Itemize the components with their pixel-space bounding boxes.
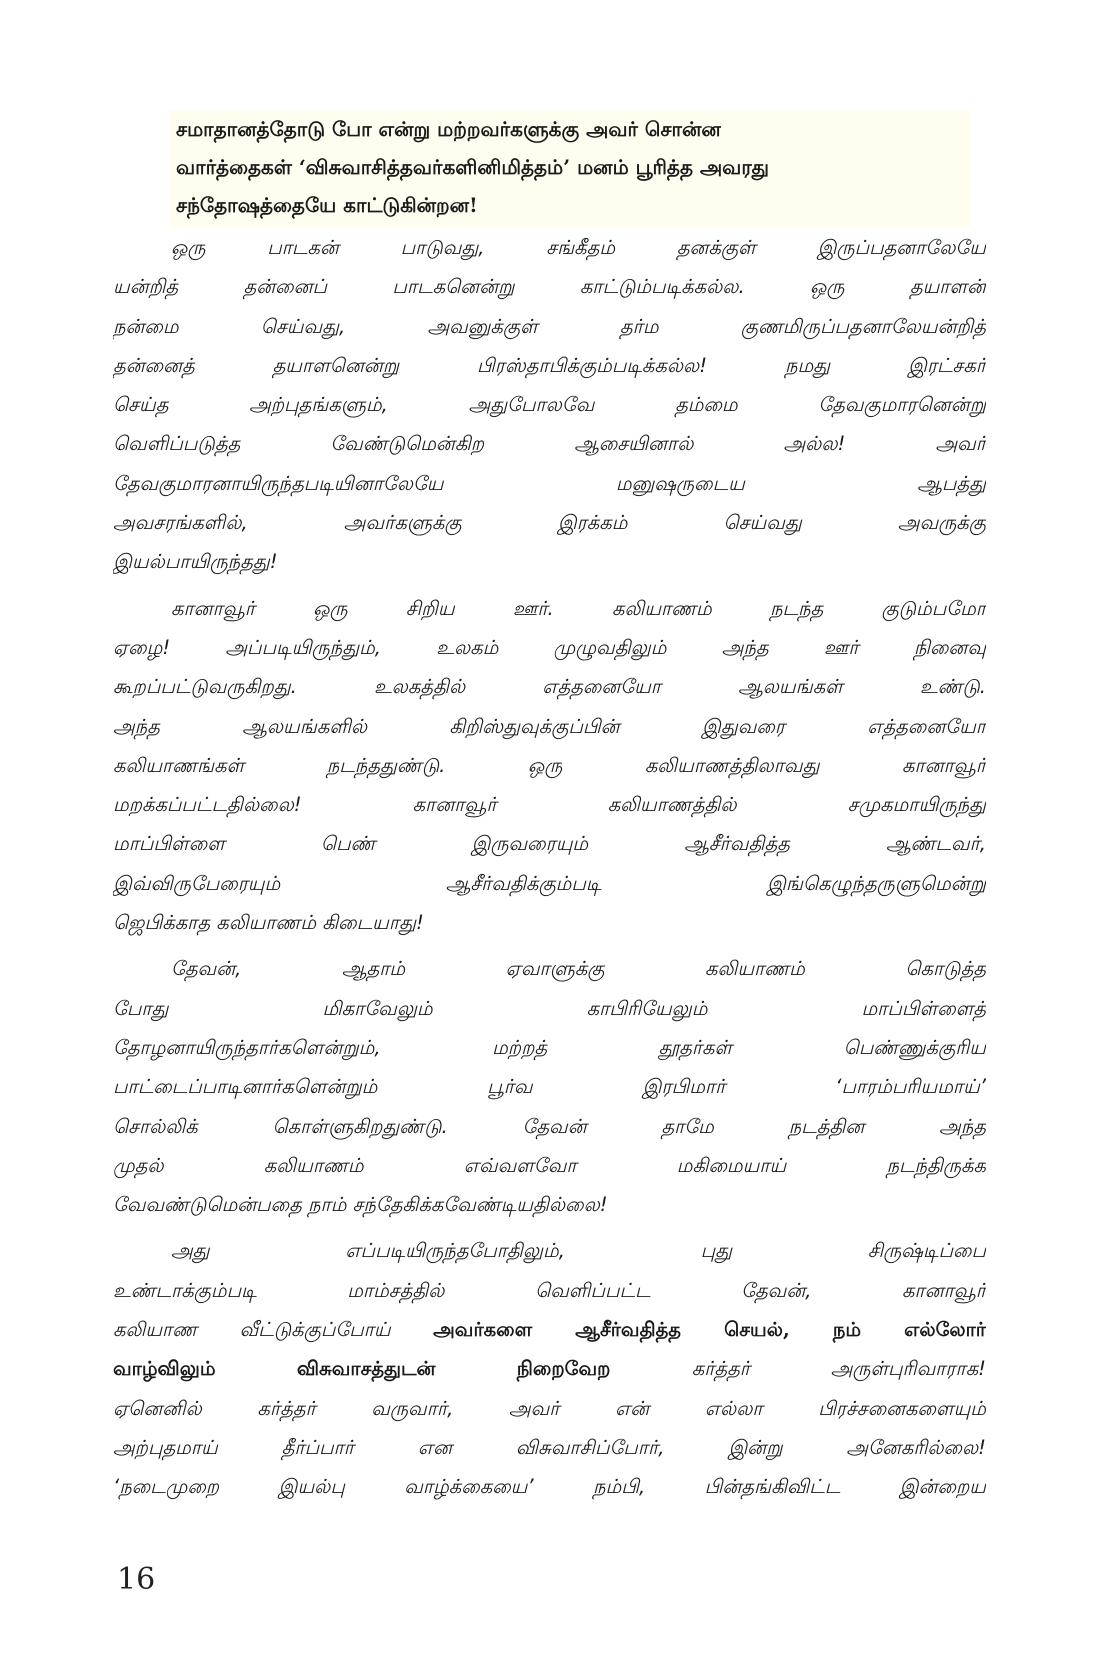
- text-line: உண்டாக்கும்படி மாம்சத்தில் வெளிப்பட்ட தேவன், கானாவூர்: [113, 1278, 986, 1302]
- text-line: போது மிகாவேலும் காபிரியேலும் மாப்பிள்ளைத்: [113, 996, 986, 1020]
- text-line: தேவன், ஆதாம் ஏவாளுக்கு கலியாணம் கொடுத்த: [171, 957, 986, 981]
- text-line: ஒரு பாடகன் பாடுவது, சங்கீதம் தனக்குள் இருப்பதனாலேயே: [171, 236, 986, 259]
- text-normal: கர்த்தர் அருள்புரிவாராக!: [691, 1357, 986, 1381]
- text-line: அவசரங்களில், அவர்களுக்கு இரக்கம் செய்வது அவருக்கு: [113, 511, 986, 535]
- page-number: 16: [117, 1562, 156, 1597]
- paragraph-2: [113, 589, 986, 943]
- text-line: அந்த ஆலயங்களில் கிறிஸ்துவுக்குப்பின் இதுவரை எத்தனையோ: [113, 714, 986, 738]
- paragraph-3: [113, 949, 986, 1224]
- highlight-line: வார்த்தைகள் ‘விசுவாசித்தவர்களினிமித்தம்’ மனம் பூரித்த அவரது: [176, 155, 769, 179]
- text-line: அது எப்படியிருந்தபோதிலும், புது சிருஷ்டிப்பை: [171, 1239, 986, 1263]
- text-line: அற்புதமாய் தீர்ப்பார் என விசுவாசிப்போர், இன்று அனேகரில்லை!: [113, 1435, 986, 1459]
- text-line: [113, 1349, 986, 1388]
- text-line: வெளிப்படுத்த வேண்டுமென்கிற ஆசையினால் அல்ல! அவர்: [113, 432, 986, 456]
- text-line: ‘நடைமுறை இயல்பு வாழ்க்கையை’ நம்பி, பின்தங்கிவிட்ட இன்றைய: [113, 1475, 986, 1499]
- highlight-line: சமாதானத்தோடு போ என்று மற்றவர்களுக்கு அவர் சொன்ன: [176, 117, 721, 141]
- highlighted-passage: [170, 110, 970, 228]
- text-line: ஏனெனில் கர்த்தர் வருவார், அவர் என் எல்லா பிரச்சனைகளையும்: [113, 1396, 986, 1420]
- text-line: மறக்கப்பட்டதில்லை! கானாவூர் கலியாணத்தில் சமுகமாயிருந்து: [113, 793, 986, 817]
- text-line: நன்மை செய்வது, அவனுக்குள் தர்ம குணமிருப்பதனாலேயன்றித்: [113, 314, 986, 338]
- text-line: யன்றித் தன்னைப் பாடகனென்று காட்டும்படிக்கல்ல. ஒரு தயாளன்: [113, 275, 986, 299]
- text-line: மாப்பிள்ளை பெண் இருவரையும் ஆசீர்வதித்த ஆண்டவர்,: [113, 832, 986, 856]
- highlight-line: சந்தோஷத்தையே காட்டுகின்றன!: [176, 186, 478, 224]
- text-normal: கலியாண வீட்டுக்குப்போய்: [113, 1318, 434, 1342]
- text-line: முதல் கலியாணம் எவ்வளவோ மகிமையாய் நடந்திருக்க: [113, 1153, 986, 1177]
- text-line: கானாவூர் ஒரு சிறிய ஊர். கலியாணம் நடந்த குடும்பமோ: [171, 596, 986, 620]
- text-bold: வாழ்விலும் விசுவாசத்துடன் நிறைவேற: [113, 1357, 692, 1381]
- text-line: பாட்டைப்பாடினார்களென்றும் பூர்வ இரபிமார் ‘பாரம்பரியமாய்’: [113, 1075, 986, 1099]
- text-line: [113, 1310, 986, 1349]
- text-line: இயல்பாயிருந்தது!: [113, 550, 278, 574]
- text-line: சொல்லிக் கொள்ளுகிறதுண்டு. தேவன் தாமே நடத்தின அந்த: [113, 1114, 986, 1138]
- text-line: தேவகுமாரனாயிருந்தபடியினாலேயே மனுஷருடைய ஆபத்து: [113, 471, 986, 495]
- text-line: தன்னைத் தயாளனென்று பிரஸ்தாபிக்கும்படிக்கல்ல! நமது இரட்சகர்: [113, 353, 986, 377]
- text-line: செய்த அற்புதங்களும், அதுபோலவே தம்மை தேவகுமாரனென்று: [113, 393, 986, 417]
- text-line: ஏழை! அப்படியிருந்தும், உலகம் முழுவதிலும் அந்த ஊர் நினைவு: [113, 635, 986, 659]
- text-bold: அவர்களை ஆசீர்வதித்த செயல், நம் எல்லோர்: [433, 1318, 986, 1342]
- paragraph-4: [113, 1231, 986, 1506]
- text-line: கலியாணங்கள் நடந்ததுண்டு. ஒரு கலியாணத்திலாவது கானாவூர்: [113, 753, 986, 777]
- text-line: வேவண்டுமென்பதை நாம் சந்தேகிக்கவேண்டியதில்லை!: [113, 1193, 608, 1217]
- text-line: கூறப்பட்டுவருகிறது. உலகத்தில் எத்தனையோ ஆலயங்கள் உண்டு.: [113, 675, 986, 699]
- text-line: இவ்விருபேரையும் ஆசீர்வதிக்கும்படி இங்கெழுந்தருளுமென்று: [113, 871, 986, 895]
- body-text: [113, 228, 986, 1514]
- text-line: தோழனாயிருந்தார்களென்றும், மற்றத் தூதர்கள் பெண்ணுக்குரிய: [113, 1035, 986, 1059]
- paragraph-1: [113, 228, 986, 582]
- text-line: ஜெபிக்காத கலியாணம் கிடையாது!: [113, 911, 424, 935]
